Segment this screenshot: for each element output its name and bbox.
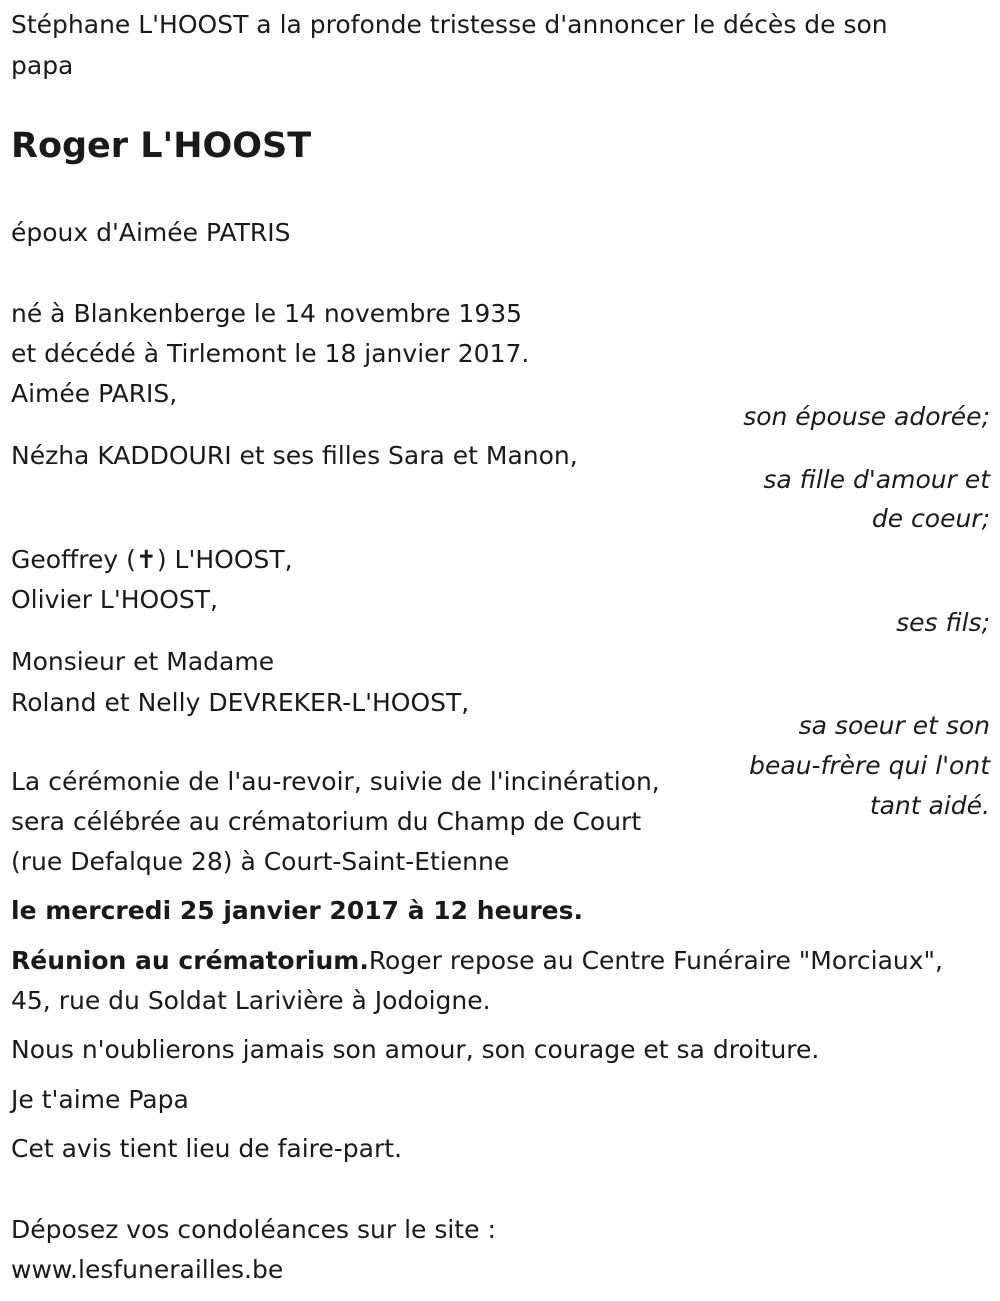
meeting-address: 45, rue du Soldat Larivière à Jodoigne. [11, 986, 491, 1015]
sibling-line-2: Roland et Nelly DEVREKER-L'HOOST, [11, 688, 470, 717]
death-line: et décédé à Tirlemont le 18 janvier 2017. [11, 339, 530, 368]
ceremony-line-2: sera célébrée au crématorium du Champ de Court [11, 807, 642, 836]
son-geoffrey-prefix: Geoffrey ( [11, 545, 136, 574]
ceremony-line-3: (rue Defalque 28) à Court-Saint-Etienne [11, 847, 510, 876]
meeting-line [11, 941, 943, 981]
spouse-line: époux d'Aimée PATRIS [11, 218, 291, 247]
closing-line-3: Cet avis tient lieu de faire-part. [11, 1134, 403, 1163]
sibling-line-1: Monsieur et Madame [11, 647, 275, 676]
sibling-role-2: beau-frère qui l'ont [749, 751, 990, 780]
son-geoffrey [11, 540, 293, 580]
intro-line-2: papa [11, 51, 74, 80]
sibling-role-1: sa soeur et son [798, 711, 990, 740]
closing-line-1: Nous n'oublierons jamais son amour, son courage et sa droiture. [11, 1035, 820, 1064]
daughter-role-2: de coeur; [871, 504, 990, 533]
condolences-url[interactable]: www.lesfunerailles.be [11, 1255, 284, 1284]
sibling-role-3: tant aidé. [869, 791, 990, 820]
cross-icon: ✝ [135, 545, 157, 574]
son-geoffrey-suffix: ) L'HOOST, [156, 545, 293, 574]
condolences-line: Déposez vos condoléances sur le site : [11, 1215, 496, 1244]
spouse-name: Aimée PARIS, [11, 379, 178, 408]
deceased-name: Roger L'HOOST [11, 126, 312, 166]
intro-line-1: Stéphane L'HOOST a la profonde tristesse d'annoncer le décès de son [11, 10, 888, 39]
meeting-bold: Réunion au crématorium. [11, 946, 369, 975]
son-olivier: Olivier L'HOOST, [11, 585, 218, 614]
ceremony-date: le mercredi 25 janvier 2017 à 12 heures. [11, 896, 583, 925]
spouse-role: son épouse adorée; [743, 402, 990, 431]
ceremony-line-1: La cérémonie de l'au-revoir, suivie de l'incinération, [11, 767, 660, 796]
daughter-name: Nézha KADDOURI et ses filles Sara et Manon, [11, 441, 578, 470]
birth-line: né à Blankenberge le 14 novembre 1935 [11, 299, 523, 328]
meeting-rest: Roger repose au Centre Funéraire "Morciaux", [368, 946, 943, 975]
closing-line-2: Je t'aime Papa [11, 1085, 189, 1114]
daughter-role-1: sa fille d'amour et [763, 465, 990, 494]
sons-role: ses fils; [896, 608, 990, 637]
